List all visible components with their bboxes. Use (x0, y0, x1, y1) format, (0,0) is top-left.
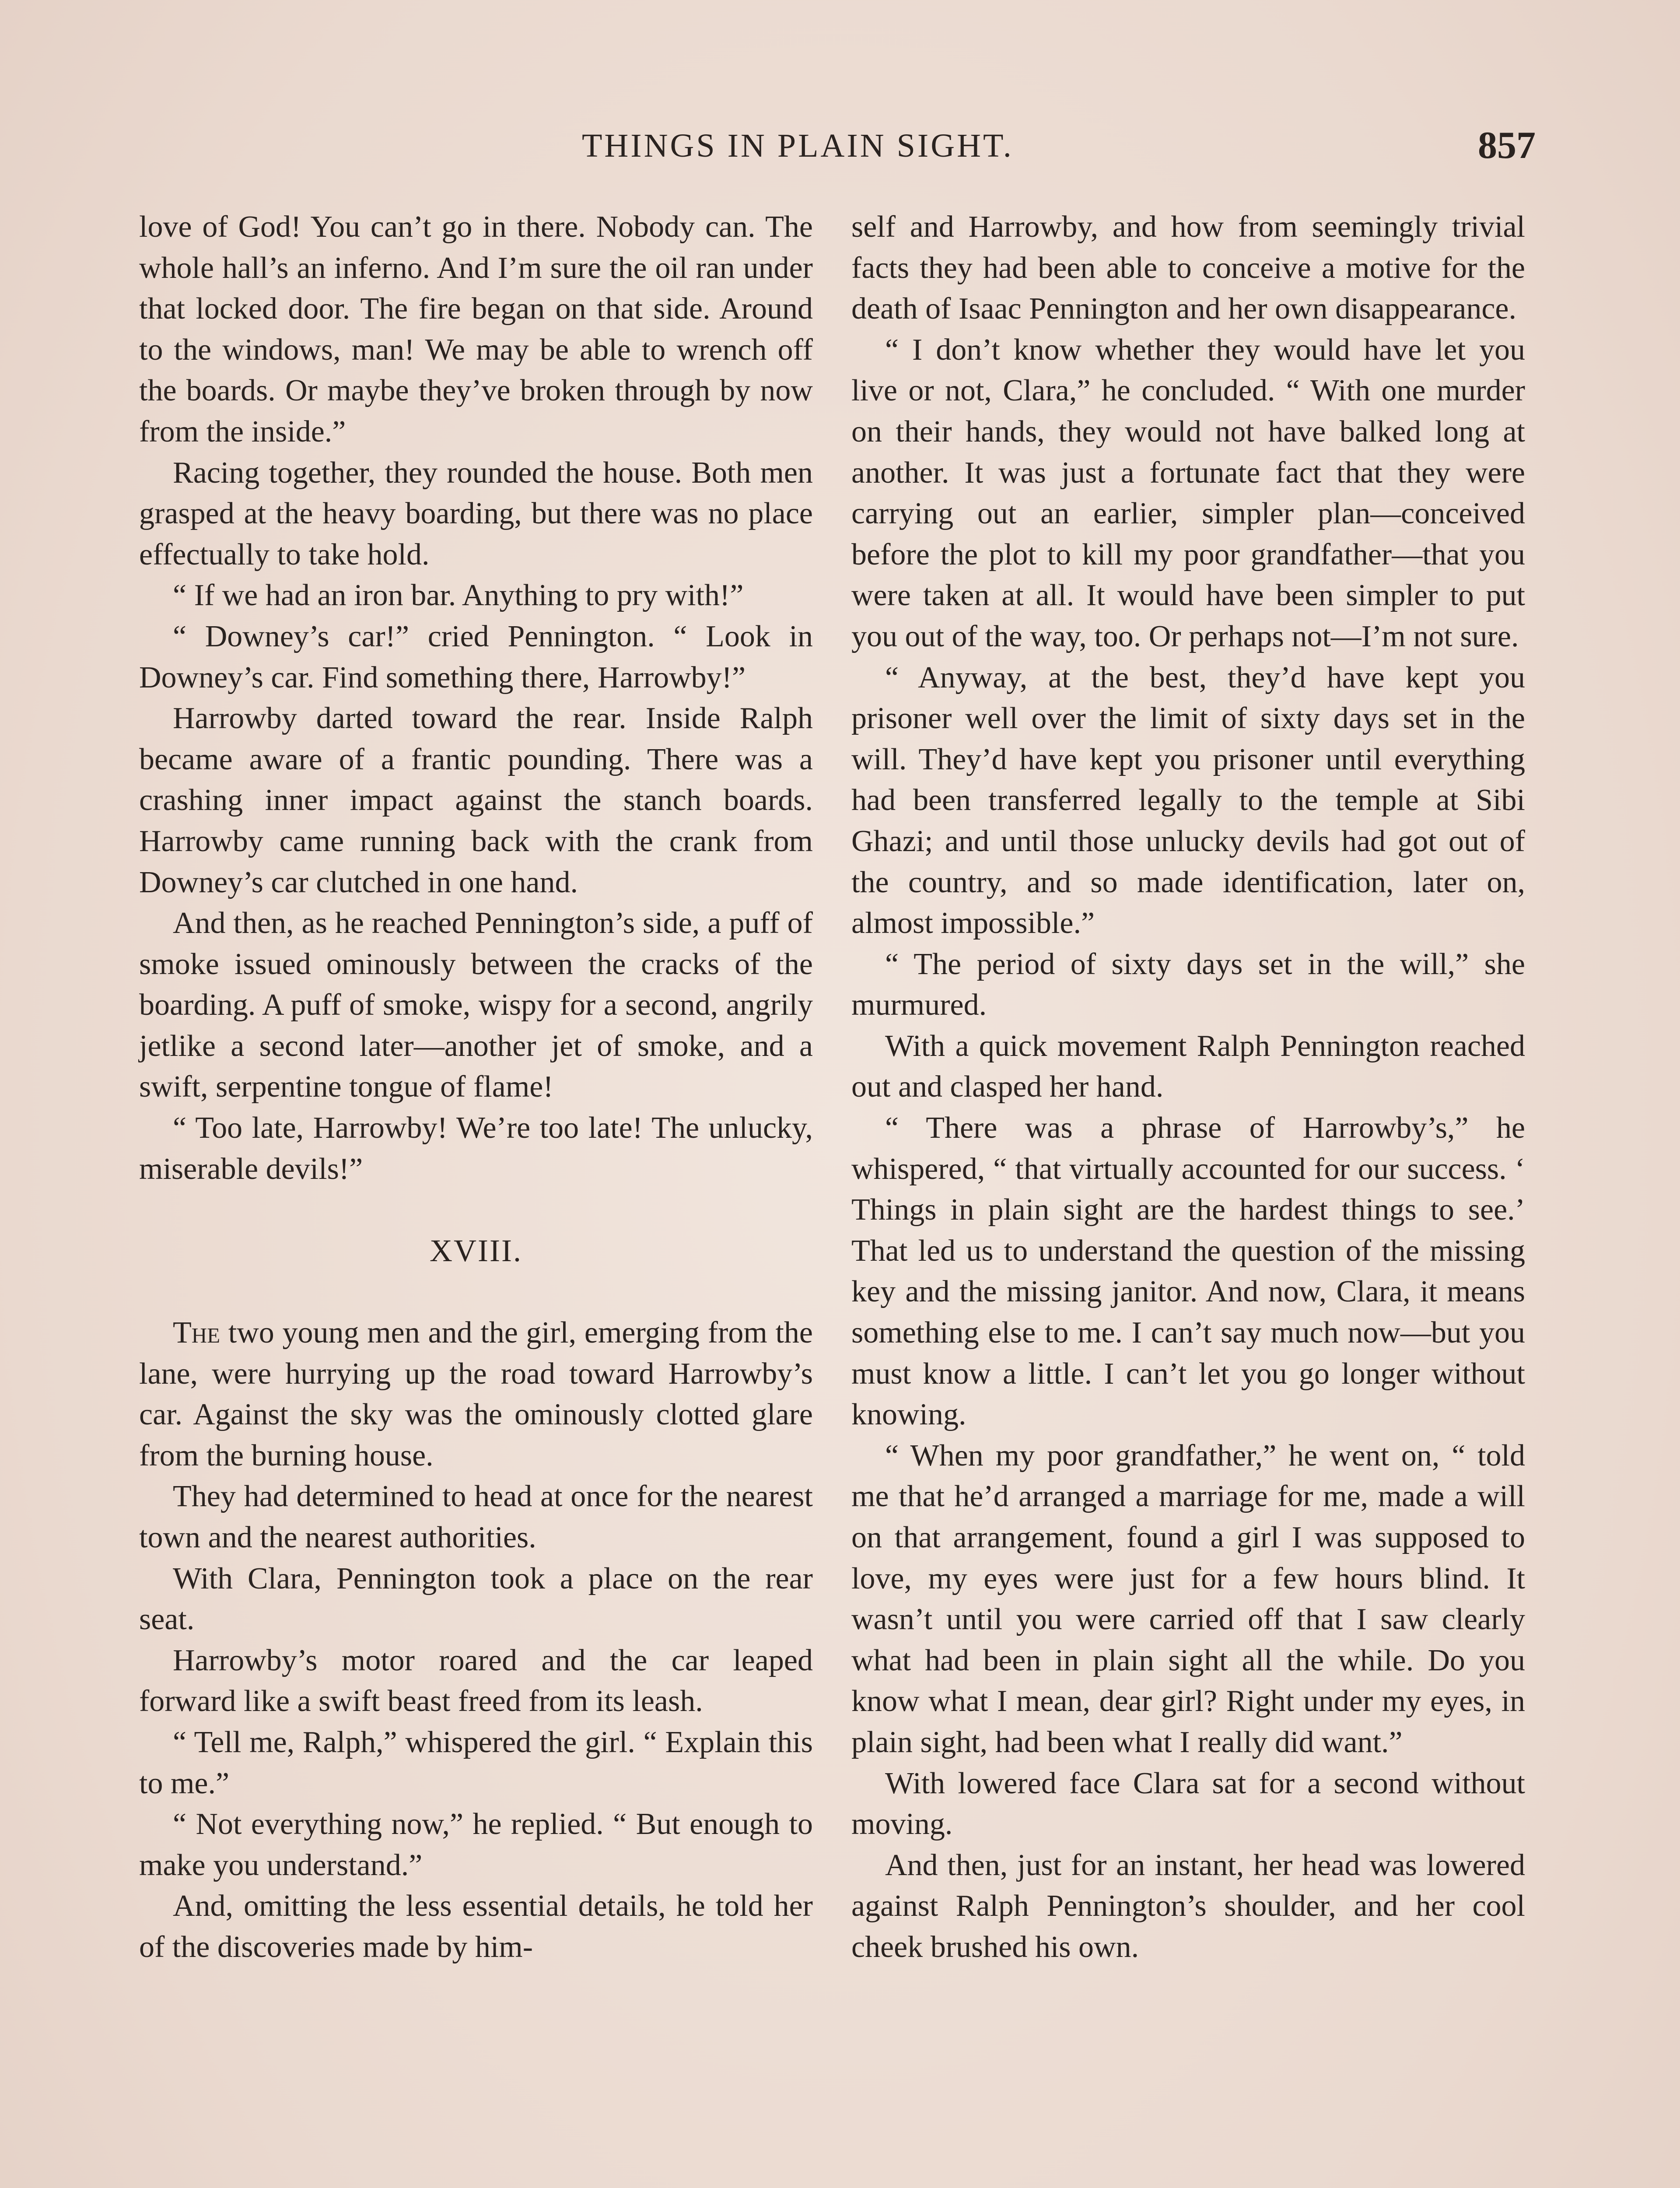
right-column (851, 207, 1525, 1968)
paragraph: They had determined to head at once for the nearest town and the nearest authorities. (139, 1480, 813, 1554)
paragraph: “ Not everything now,” he replied. “ But enough to make you understand.” (139, 1807, 813, 1882)
page-number: 857 (1478, 124, 1536, 167)
paragraph: love of God! You can’t go in there. Nobody can. The whole hall’s an inferno. And I’m sure the oil ran under that locked door. The fire began on that side. Around to the windows, man! We may be able to wrench off the boards. Or maybe they’ve broken through by now from the inside.” (139, 210, 813, 449)
paragraph: “ Downey’s car!” cried Pennington. “ Look in Downey’s car. Find something there, Harrowby!” (139, 619, 813, 694)
paragraph-text: two young men and the girl, emerging from the lane, were hurrying up the road toward Harrowby’s car. Against the sky was the ominously clotted glare from the burning house. (139, 1316, 813, 1473)
paragraph: With lowered face Clara sat for a second without moving. (851, 1766, 1525, 1841)
paragraph: self and Harrowby, and how from seemingly trivial facts they had been able to conceive a motive for the death of Isaac Pennington and her own disappearance. (851, 210, 1525, 326)
running-head: THINGS IN PLAIN SIGHT. (582, 127, 1014, 164)
paragraph: “ Tell me, Ralph,” whispered the girl. “ Explain this to me.” (139, 1725, 813, 1800)
paragraph: “ The period of sixty days set in the will,” she murmured. (851, 947, 1525, 1022)
paragraph: “ When my poor grandfather,” he went on, “ told me that he’d arranged a marriage for me, made a will on that arrangement, found a girl I was supposed to love, my eyes were just for a few hours blind. It wasn’t until you were carried off that I saw clearly what had been in plain sight all the while. Do you know what I mean, dear girl? Right under my eyes, in plain sight, had been what I really did want.” (851, 1438, 1525, 1759)
paragraph: “ If we had an iron bar. Anything to pry with!” (173, 579, 744, 613)
left-column (139, 207, 813, 1968)
chapter-number: XVIII. (430, 1233, 522, 1268)
paragraph: And then, as he reached Pennington’s side, a puff of smoke issued ominously between the cracks of the boarding. A puff of smoke, wispy for a second, angrily jetlike a second later—another jet of smoke, and a swift, serpentine tongue of flame! (139, 906, 813, 1104)
paragraph: “ Too late, Harrowby! We’re too late! The unlucky, miserable devils!” (139, 1111, 813, 1186)
paragraph: And then, just for an instant, her head was lowered against Ralph Pennington’s shoulder, and her cool cheek brushed his own. (851, 1848, 1525, 1964)
paragraph (139, 1312, 813, 1476)
paragraph: With Clara, Pennington took a place on the rear seat. (139, 1561, 813, 1637)
page-header (0, 124, 1680, 175)
paragraph: “ I don’t know whether they would have let you live or not, Clara,” he concluded. “ With one murder on their hands, they would not have balked long at another. It was just a fortunate fact that they were carrying out an earlier, simpler plan—conceived before the plot to kill my poor grandfather—that you were taken at all. It would have been simpler to put you out of the way, too. Or perhaps not—I’m not sure. (851, 333, 1525, 653)
paragraph: “ There was a phrase of Harrowby’s,” he whispered, “ that virtually accounted for our success. ‘ Things in plain sight are the hardest things to see.’ That led us to understand the question of the missing key and the missing janitor. And now, Clara, it means something else to me. I can’t say much now—but you must know a little. I can’t let you go longer without knowing. (851, 1111, 1525, 1432)
paragraph: With a quick movement Ralph Pennington reached out and clasped her hand. (851, 1029, 1525, 1104)
paragraph: “ Anyway, at the best, they’d have kept you prisoner well over the limit of sixty days set in the will. They’d have kept you prisoner until everything had been transferred legally to the temple at Sibi Ghazi; and until those unlucky devils had got out of the country, and so made identification, later on, almost impossible.” (851, 660, 1525, 940)
paragraph: Harrowby’s motor roared and the car leaped forward like a swift beast freed from its leash. (139, 1643, 813, 1718)
small-caps-lead: The (173, 1316, 220, 1350)
paragraph: And, omitting the less essential details, he told her of the discoveries made by him- (139, 1889, 813, 1964)
paragraph: Harrowby darted toward the rear. Inside Ralph became aware of a frantic pounding. There was a crashing inner impact against the stanch boards. Harrowby came running back with the crank from Downey’s car clutched in one hand. (139, 701, 813, 899)
paragraph: Racing together, they rounded the house. Both men grasped at the heavy boarding, but there was no place effectually to take hold. (139, 456, 813, 572)
